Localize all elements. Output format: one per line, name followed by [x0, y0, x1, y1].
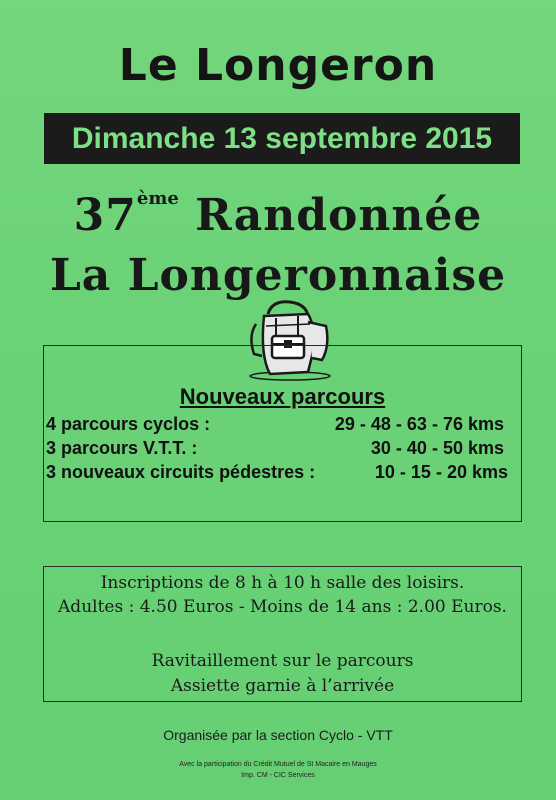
event-number-suffix: ème: [136, 188, 179, 209]
supply-text: Ravitaillement sur le parcours: [151, 651, 414, 671]
event-number: 37: [73, 190, 137, 241]
plate-text: Assiette garnie à l’arrivée: [170, 676, 395, 696]
route-row: [46, 436, 518, 460]
town-title: Le Longeron: [118, 40, 438, 91]
registration-text: Inscriptions de 8 h à 10 h salle des loisirs.: [100, 573, 465, 593]
routes-box: [43, 345, 522, 522]
route-label: 4 parcours cyclos :: [46, 414, 211, 434]
event-title: [0, 188, 556, 241]
date-banner: [44, 113, 520, 164]
route-label: 3 nouveaux circuits pédestres :: [46, 462, 316, 482]
info-box: [43, 566, 522, 702]
sponsor-text: Avec la participation du Crédit Mutuel de St Macaire en Mauges: [179, 761, 377, 768]
routes-heading: Nouveaux parcours: [179, 384, 386, 409]
event-name: La Longeronnaise: [49, 250, 507, 301]
route-distances: 10 - 15 - 20 kms: [374, 462, 508, 482]
route-distances: 29 - 48 - 63 - 76 kms: [334, 414, 504, 434]
organiser-text: Organisée par la section Cyclo - VTT: [163, 727, 393, 743]
route-row: [46, 412, 518, 436]
event-word: Randonnée: [178, 190, 483, 241]
route-distances: 30 - 40 - 50 kms: [370, 438, 504, 458]
date-text: Dimanche 13 septembre 2015: [71, 121, 493, 155]
route-label: 3 parcours V.T.T. :: [46, 438, 198, 458]
prices-text: Adultes : 4.50 Euros - Moins de 14 ans : 2.00 Euros.: [58, 597, 507, 617]
printer-text: Imp. CM - CIC Services: [241, 772, 315, 779]
route-row: [46, 460, 518, 484]
